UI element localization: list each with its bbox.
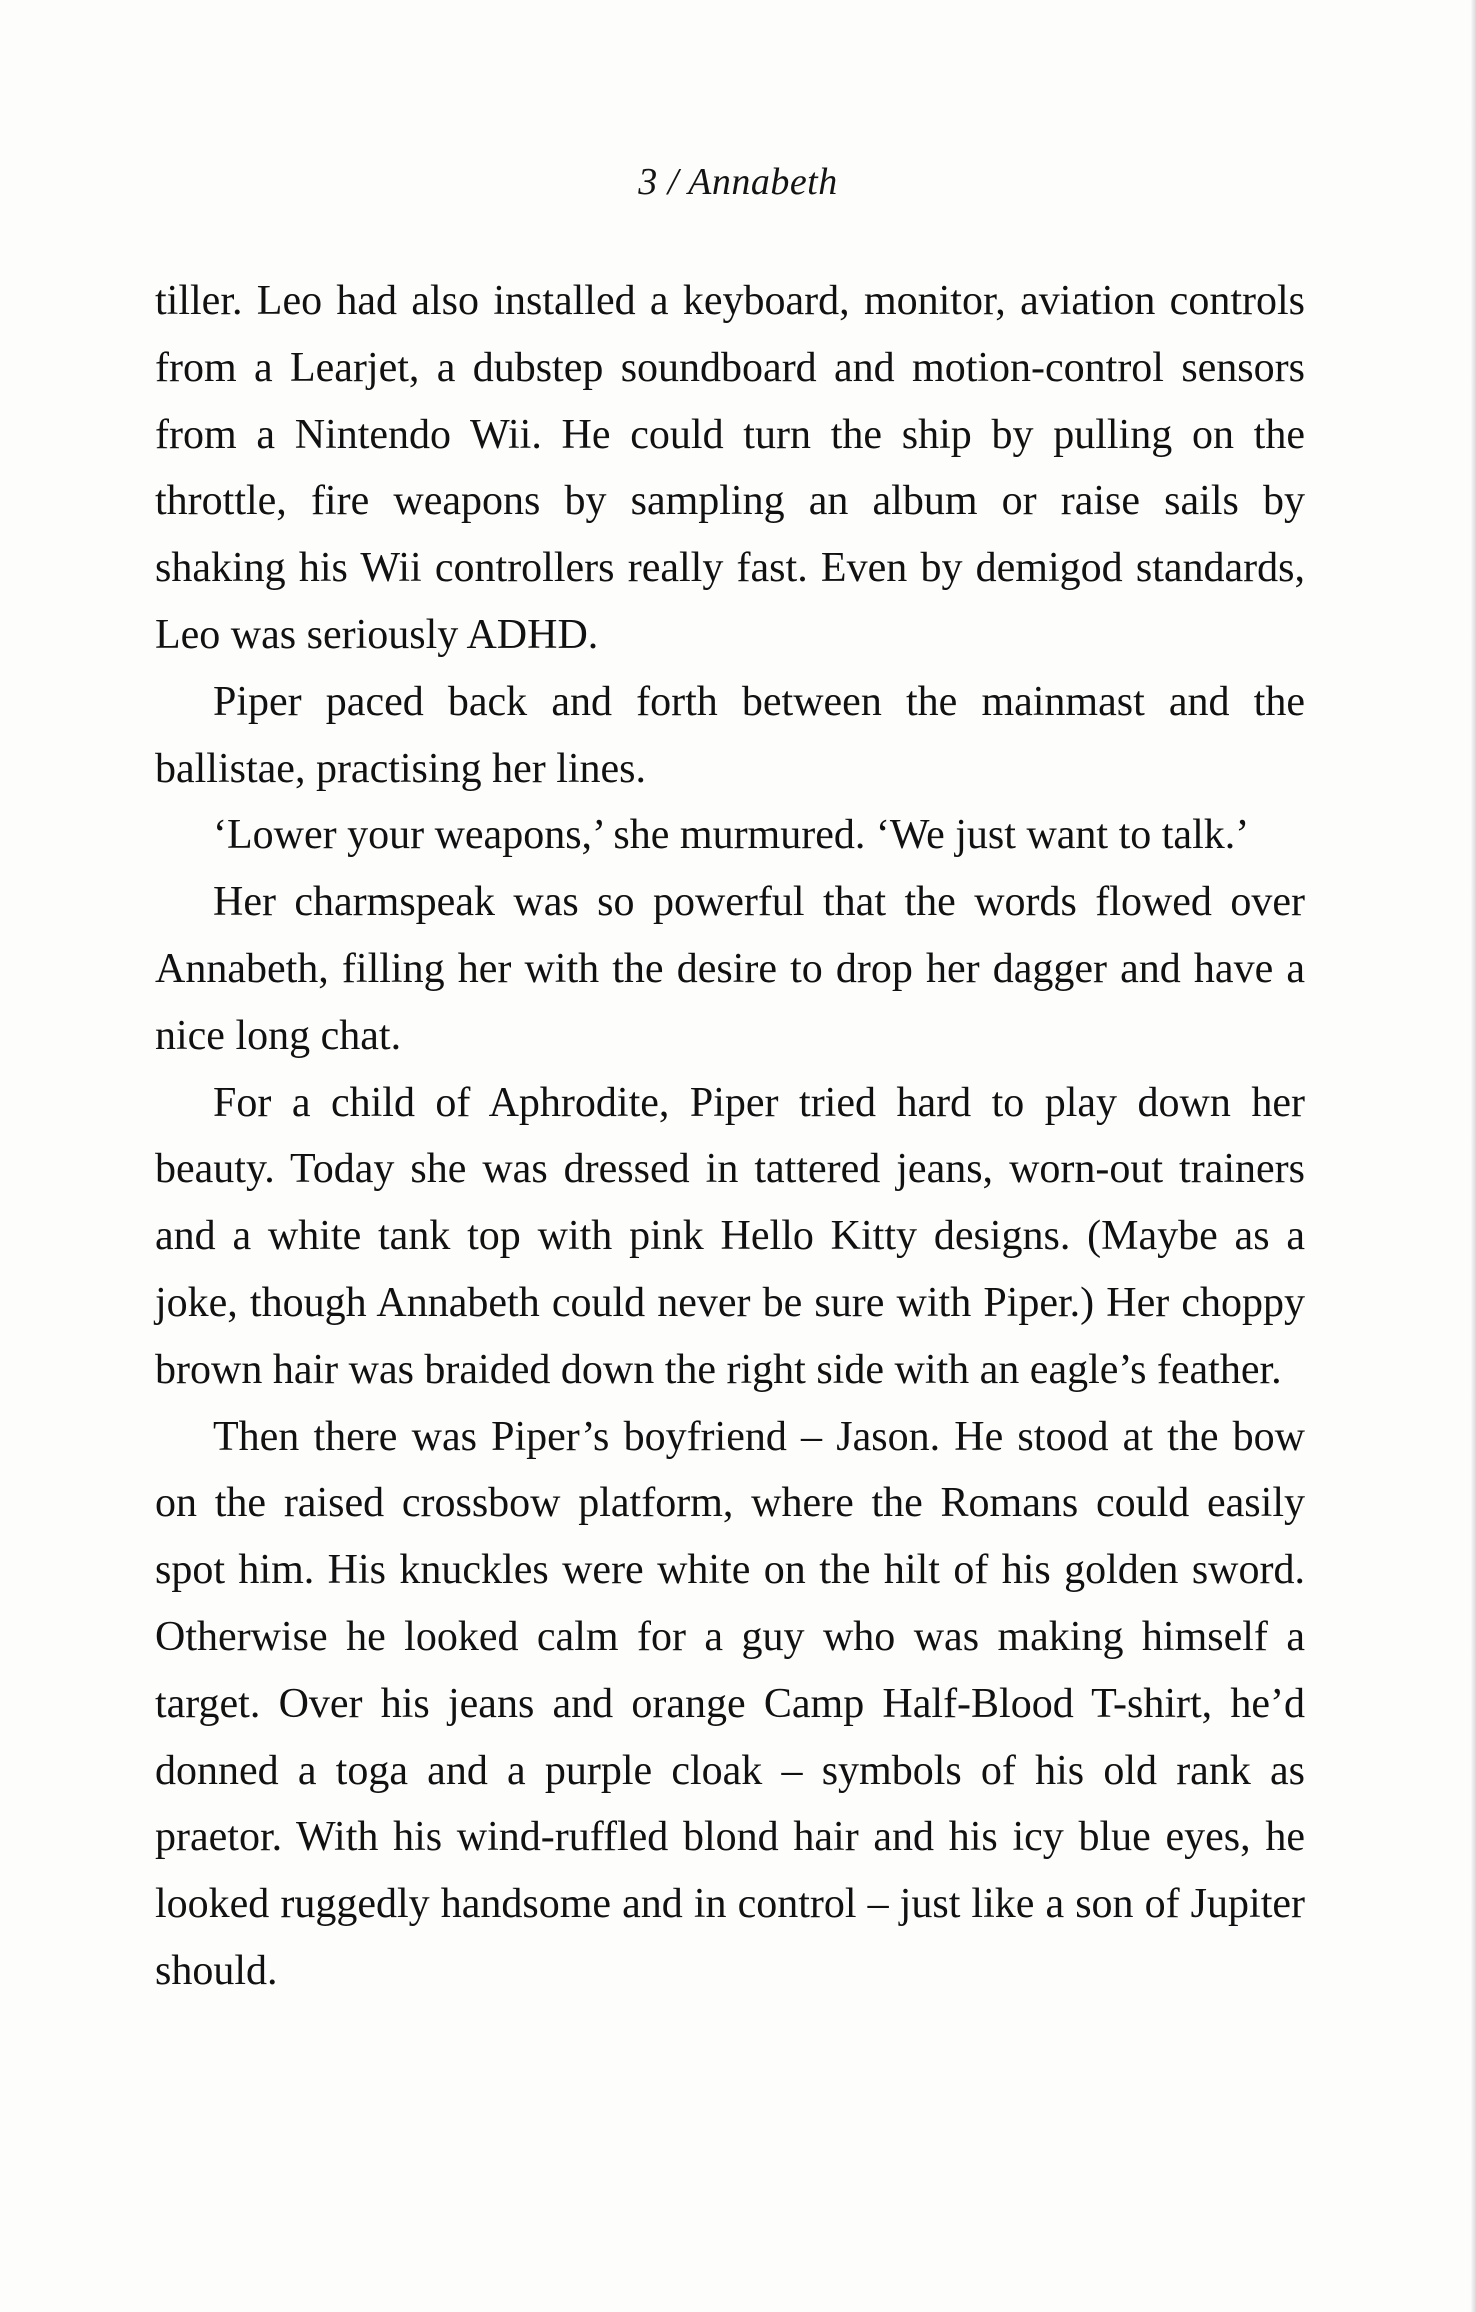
paragraph-2: Piper paced back and forth between the mainmast and the ballistae, practising her lines. — [155, 678, 1305, 792]
paragraph-5: For a child of Aphrodite, Piper tried hard to play down her beauty. Today she was dressed in tattered jeans, worn-out trainers and a white tank top with pink Hello Kitty designs. (Maybe as a joke, though Annabeth could never be sure with Piper.) Her choppy brown hair was braided down the right side with an eagle’s feather. — [155, 1079, 1305, 1393]
paragraph-4: Her charmspeak was so powerful that the words flowed over Annabeth, filling her with the desire to drop her dagger and have a nice long chat. — [155, 879, 1305, 1059]
paragraph-6: Then there was Piper’s boyfriend – Jason. He stood at the bow on the raised crossbow platform, where the Romans could easily spot him. His knuckles were white on the hilt of his golden sword. Otherwise he looked calm for a guy who was making himself a target. Over his jeans and orange Camp Half-Blood T-shirt, he’d donned a toga and a purple cloak – symbols of his old rank as praetor. With his wind-ruffled blond hair and his icy blue eyes, he looked ruggedly handsome and in control – just like a son of Jupiter should. — [155, 1413, 1305, 1994]
paragraph-1: tiller. Leo had also installed a keyboard, monitor, aviation controls from a Learjet, a dubstep soundboard and motion-control sensors from a Nintendo Wii. He could turn the ship by pulling on the throttle, fire weapons by sampling an album or raise sails by shaking his Wii controllers really fast. Even by demigod standards, Leo was seriously ADHD. — [155, 278, 1305, 658]
running-head: 3 / Annabeth — [638, 161, 838, 203]
page-edge — [1470, 0, 1476, 2312]
body-text — [155, 268, 1305, 2005]
paragraph-3: ‘Lower your weapons,’ she murmured. ‘We just want to talk.’ — [213, 812, 1250, 859]
